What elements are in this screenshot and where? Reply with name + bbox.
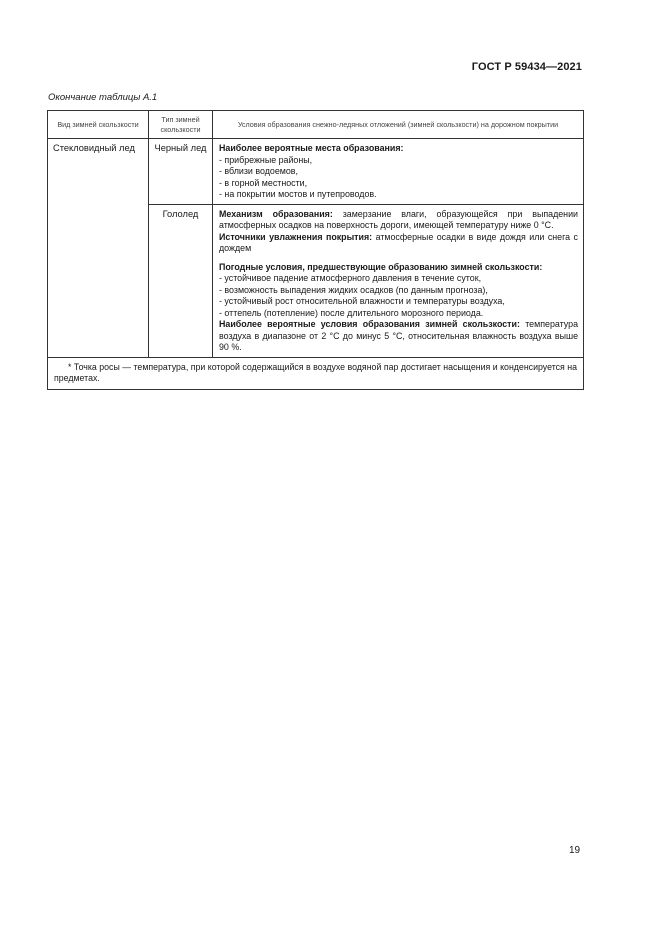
likely-conditions-label: Наиболее вероятные условия образования зимней скользкости: [219,319,520,329]
list-item: - прибрежные районы, [219,154,313,165]
footnote [48,357,584,389]
cell-kind-glassy-ice: Стекловидный лед [48,139,149,358]
likely-conditions-paragraph [219,319,578,354]
weather-list [219,273,578,319]
weather-title: Погодные условия, предшествующие образованию зимней скользкости: [219,261,543,272]
page-number: 19 [569,845,581,856]
cell-type-glaze-ice: Гололед [149,204,213,357]
column-header-type: Тип зимней скользкости [149,111,213,139]
mechanism-paragraph [219,209,578,232]
mechanism-label: Механизм образования: [219,208,333,219]
column-header-kind: Вид зимней скользкости [48,111,149,139]
list-item: - возможность выпадения жидких осадков (по данным прогноза), [219,284,488,295]
source-paragraph [219,232,578,255]
cell-conditions-glaze-ice [213,204,584,357]
list-item: - на покрытии мостов и путепроводов. [219,189,377,199]
column-header-conditions: Условия образования снежно-ледяных отложений (зимней скользкости) на дорожном покрытии [213,111,584,139]
table-row [48,139,584,205]
likely-places-title: Наиболее вероятные места образования: [219,143,404,153]
list-item: - в горной местности, [219,177,308,188]
cell-conditions-black-ice [213,139,584,205]
cell-type-black-ice: Черный лед [149,139,213,205]
standard-code: ГОСТ Р 59434—2021 [471,61,582,73]
table-header-row [48,111,584,139]
likely-places-list [219,155,578,201]
mechanism-text: замерзание влаги, образующейся при выпадении атмосферных осадков на поверхность дороги, имеющей температуру ниже 0 °С. [219,208,578,230]
table-caption: Окончание таблицы А.1 [48,92,158,103]
source-text: атмосферные осадки в виде дождя или снега с дождем [219,231,578,253]
footnote-row [48,357,584,389]
list-item: - оттепель (потепление) после длительного морозного периода. [219,307,484,318]
source-label: Источники увлажнения покрытия: [219,231,373,242]
list-item: - вблизи водоемов, [219,166,298,176]
likely-conditions-text: температура воздуха в диапазоне от 2 °С до минус 5 °С, относительная влажность воздуха выше 90 %. [219,319,578,352]
footnote-text: * Точка росы — температура, при которой содержащийся в воздухе водяной пар достигает насыщения и конденсируется на предметах. [54,361,577,383]
conditions-table [47,110,584,390]
list-item: - устойчивое падение атмосферного давления в течение суток, [219,273,482,283]
list-item: - устойчивый рост относительной влажности и температуры воздуха, [219,296,505,306]
